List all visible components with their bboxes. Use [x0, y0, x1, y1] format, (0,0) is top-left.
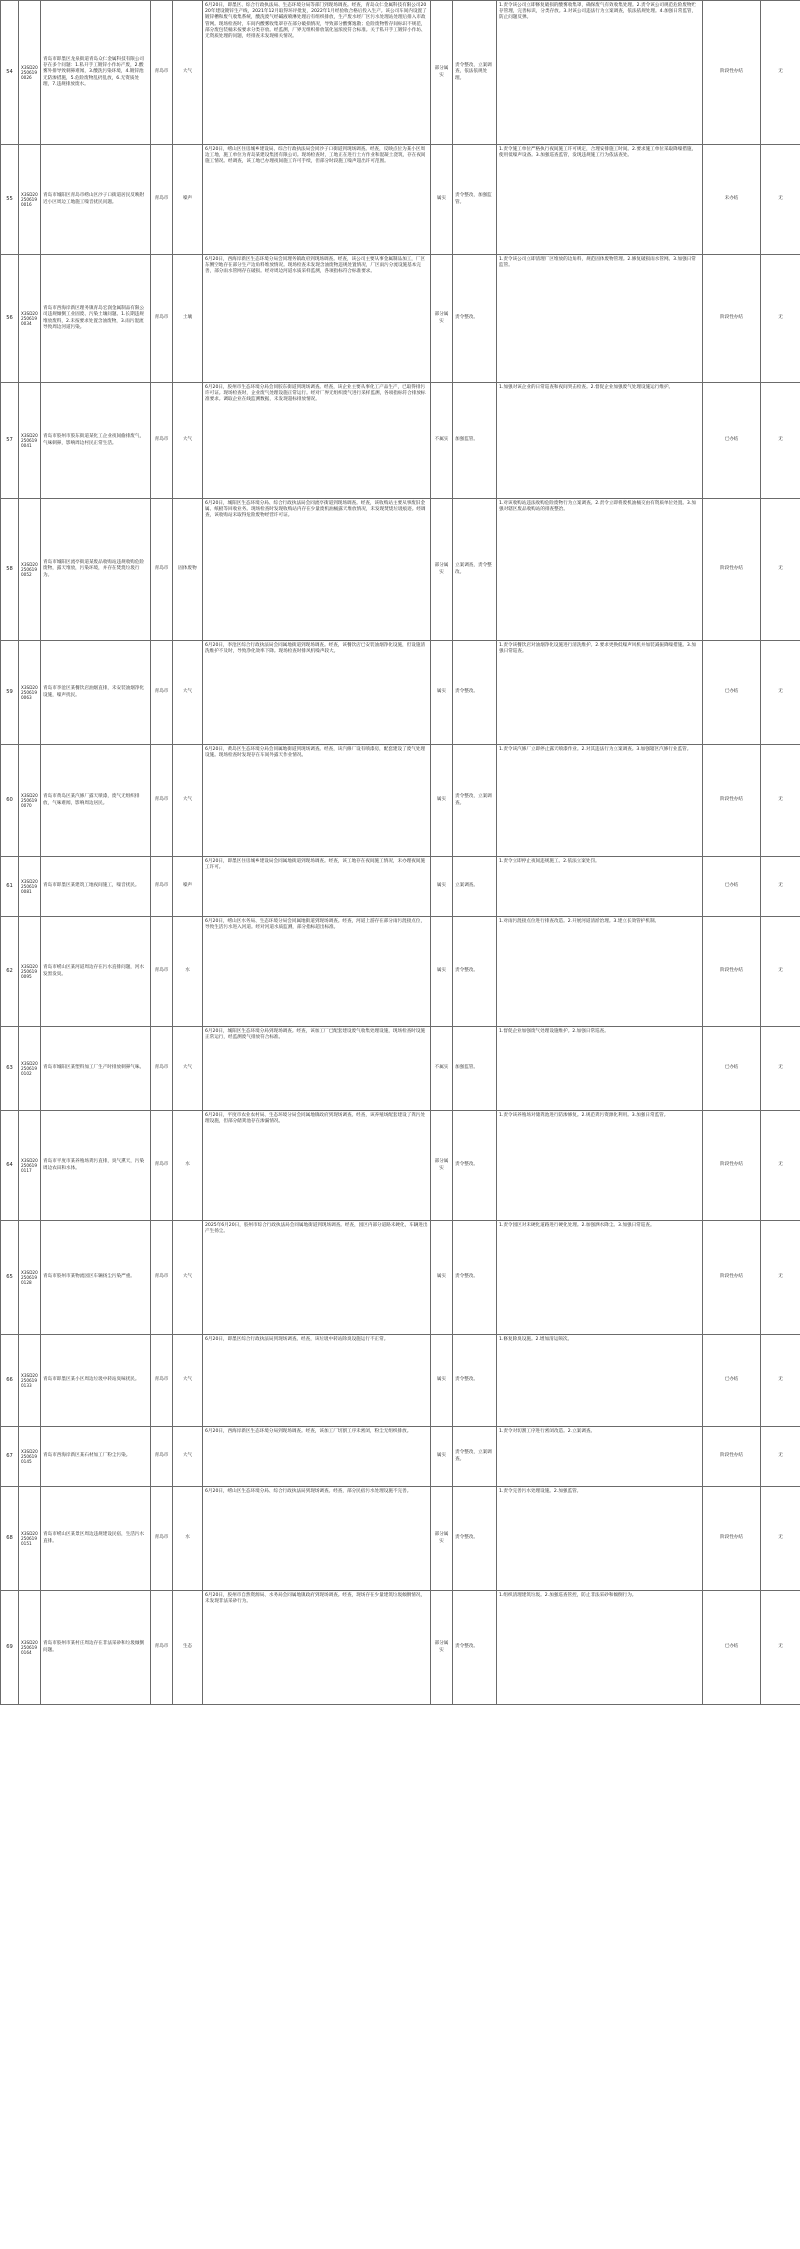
cell-detail: 6月20日，城阳区生态环境分局到现场调查。经查，该加工厂已配套建设废气收集处理设施，现场检查时设施正常运行，经监测废气排放符合标准。	[203, 1027, 431, 1111]
cell-accountability: 无	[761, 1221, 800, 1335]
cell-complaint: 青岛市崂山区某河道周边存在污水直排问题，河水发黑发臭。	[41, 917, 151, 1027]
cell-complaint: 青岛市城阳区青岛市崂山区沙子口街道居民反映附近小区周边工地施工噪音扰民问题。	[41, 145, 151, 255]
cell-result: 部分属实	[431, 1111, 453, 1221]
cell-status: 未办结	[703, 145, 761, 255]
cell-code: X3SD202506190117	[19, 1111, 41, 1221]
cell-type: 大气	[173, 1027, 203, 1111]
cell-region: 青岛市	[151, 1335, 173, 1427]
cell-measures: 1.修复除臭设施。2.增加清运频次。	[497, 1335, 703, 1427]
cell-accountability: 无	[761, 383, 800, 499]
cell-region: 青岛市	[151, 499, 173, 641]
cell-handling: 加强监管。	[453, 383, 497, 499]
cell-complaint: 青岛市崂山区某景区周边违规建设民宿，生活污水直排。	[41, 1487, 151, 1591]
cell-code: X3SD202506190128	[19, 1221, 41, 1335]
cell-number: 66	[1, 1335, 19, 1427]
cell-region: 青岛市	[151, 145, 173, 255]
table-row	[1, 745, 800, 857]
cell-handling: 责令整改。	[453, 917, 497, 1027]
table-row	[1, 1, 800, 145]
table-row	[1, 1591, 800, 1705]
cell-handling: 责令整改。	[453, 255, 497, 383]
cell-accountability: 无	[761, 1335, 800, 1427]
cell-region: 青岛市	[151, 255, 173, 383]
cell-region: 青岛市	[151, 917, 173, 1027]
cell-result: 不属实	[431, 383, 453, 499]
cell-status: 阶段性办结	[703, 745, 761, 857]
cell-status: 已办结	[703, 1027, 761, 1111]
cell-code: X3SD202506190145	[19, 1427, 41, 1487]
cell-status: 阶段性办结	[703, 1, 761, 145]
table-row	[1, 1427, 800, 1487]
cell-measures: 1.责令立即停止夜间违规施工。2.依法立案处罚。	[497, 857, 703, 917]
cell-result: 部分属实	[431, 499, 453, 641]
cell-number: 65	[1, 1221, 19, 1335]
cell-type: 大气	[173, 641, 203, 745]
cell-complaint: 青岛市胶州市某物流园区车辆扬尘污染严重。	[41, 1221, 151, 1335]
table-row	[1, 499, 800, 641]
cell-type: 水	[173, 1111, 203, 1221]
cell-region: 青岛市	[151, 383, 173, 499]
cell-accountability: 无	[761, 641, 800, 745]
cell-accountability: 无	[761, 1487, 800, 1591]
cell-type: 水	[173, 1487, 203, 1591]
cell-accountability: 无	[761, 1, 800, 145]
cell-status: 已办结	[703, 383, 761, 499]
cell-region: 青岛市	[151, 1111, 173, 1221]
cell-status: 阶段性办结	[703, 917, 761, 1027]
cell-number: 61	[1, 857, 19, 917]
cell-measures: 1.督促企业加强废气处理设施维护。2.加强日常巡查。	[497, 1027, 703, 1111]
cell-result: 属实	[431, 1221, 453, 1335]
cell-region: 青岛市	[151, 1, 173, 145]
cell-handling: 立案调查。	[453, 857, 497, 917]
cell-code: X3SD202506190164	[19, 1591, 41, 1705]
cell-number: 55	[1, 145, 19, 255]
cell-result: 部分属实	[431, 1, 453, 145]
cell-handling: 责令整改。	[453, 1221, 497, 1335]
cell-status: 已办结	[703, 641, 761, 745]
cell-number: 56	[1, 255, 19, 383]
cell-number: 63	[1, 1027, 19, 1111]
cell-status: 已办结	[703, 857, 761, 917]
cell-result: 不属实	[431, 1027, 453, 1111]
cell-handling: 责令整改，立案调查。	[453, 1427, 497, 1487]
cell-detail: 2025年6月20日，胶州市综合行政执法局会同属地街道到现场调查。经查，园区内部分道路未硬化，车辆进出产生扬尘。	[203, 1221, 431, 1335]
table-row	[1, 857, 800, 917]
cell-status: 已办结	[703, 1335, 761, 1427]
cell-detail: 6月20日，平度市农业农村局、生态环境分局会同属地镇政府到现场调查。经查，该养殖场配套建设了粪污处理设施，但部分储粪池存在渗漏情况。	[203, 1111, 431, 1221]
cell-accountability: 无	[761, 745, 800, 857]
cell-handling: 责令整改，立案调查，依法依规处理。	[453, 1, 497, 145]
cell-detail: 6月20日，即墨区、综合行政执法局、生态环境分局等部门到现场调查。经查，青岛众仁金属科技有限公司2020年建设镀锌生产线，2021年12月取得环评批复，2022年1月经验收合格后投入生产。该公司车间内设置了镀锌槽和废气收集系统，酸洗废气经碱液喷淋处理后有组织排放，生产废水经厂区污水处理站处理后排入市政管网。现场检查时，车间内酸雾收集罩存在部分破损情况，导致部分酸雾逸散；危险废物暂存间标识不规范，部分废包装桶未按要求分类存放。经监测，厂界无组织排放氯化氢浓度符合标准。关于私开手工镀锌小作坊、无资质处理的问题，经排查未发现相关情况。	[203, 1, 431, 145]
cell-measures: 1.对雨污混接点位进行排查改造。2.开展河道清淤治理。3.建立长效管护机制。	[497, 917, 703, 1027]
cell-measures: 1.对该收购站违法收购危险废物行为立案调查。2.责令立即将废机油桶交由有资质单位处置。3.加强对辖区废品收购站的排查整治。	[497, 499, 703, 641]
cell-detail: 6月20日，胶州市自然资源局、水务局会同属地镇政府到现场调查。经查，现场存在少量建筑垃圾倾倒情况，未发现非法采砂行为。	[203, 1591, 431, 1705]
cell-result: 部分属实	[431, 255, 453, 383]
cell-code: X3SD202506190102	[19, 1027, 41, 1111]
cell-detail: 6月20日，城阳区生态环境分局、综合行政执法局会同流亭街道到现场调查。经查，该收购站主要从事废旧金属、纸板等回收业务。现场检查时发现收购站内存在少量废机油桶露天堆放情况，未发现焚烧垃圾痕迹。经调查，该收购站未取得危险废物经营许可证。	[203, 499, 431, 641]
cell-type: 大气	[173, 745, 203, 857]
cell-number: 59	[1, 641, 19, 745]
cell-status: 阶段性办结	[703, 1111, 761, 1221]
cell-type: 噪声	[173, 857, 203, 917]
cell-handling: 立案调查，责令整改。	[453, 499, 497, 641]
cell-status: 阶段性办结	[703, 499, 761, 641]
cell-number: 69	[1, 1591, 19, 1705]
cell-type: 固体废物	[173, 499, 203, 641]
cell-handling: 责令整改。	[453, 1111, 497, 1221]
cell-measures: 1.责令该餐饮店对油烟净化设施进行清洗维护。2.要求更换低噪声风机并加装减振降噪措施。3.加强日常巡查。	[497, 641, 703, 745]
cell-region: 青岛市	[151, 1221, 173, 1335]
cell-code: X3SD202506190026	[19, 1, 41, 145]
cell-complaint: 青岛市平度市某养殖场粪污直排，臭气熏天，污染周边农田和水体。	[41, 1111, 151, 1221]
cell-measures: 1.责令该养殖场对储粪池进行防渗修复。2.规范粪污资源化利用。3.加强日常监管。	[497, 1111, 703, 1221]
cell-number: 62	[1, 917, 19, 1027]
cell-result: 属实	[431, 1335, 453, 1427]
cell-type: 大气	[173, 1427, 203, 1487]
cell-detail: 6月20日，黄岛区生态环境分局会同属地街道到现场调查。经查，该汽修厂设有喷漆房，配套建设了废气处理设施。现场检查时发现存在车间外露天作业情况。	[203, 745, 431, 857]
table-row	[1, 1111, 800, 1221]
cell-accountability: 无	[761, 1027, 800, 1111]
cell-complaint: 青岛市即墨区龙泉街道青岛众仁金属科技有限公司存在多个问题：1.私开手工镀锌小作坊产废，2.酸雾外排导致刺鼻难闻，3.酸洗污染环境，4.镀锌池无防渗措施，5.危险废物乱扔乱放，6.无资质处理，7.违规排放废水。	[41, 1, 151, 145]
table-row	[1, 1221, 800, 1335]
cell-complaint: 青岛市胶州市某村庄周边存在非法采砂和垃圾倾倒问题。	[41, 1591, 151, 1705]
cell-code: X3SD202506190052	[19, 499, 41, 641]
cell-result: 部分属实	[431, 1487, 453, 1591]
cell-number: 57	[1, 383, 19, 499]
cell-region: 青岛市	[151, 745, 173, 857]
cell-code: X3SD202506190063	[19, 641, 41, 745]
cell-region: 青岛市	[151, 641, 173, 745]
cell-code: X3SD202506190095	[19, 917, 41, 1027]
cell-complaint: 青岛市西海岸新区某石材加工厂粉尘污染。	[41, 1427, 151, 1487]
cell-handling: 责令整改。	[453, 1487, 497, 1591]
cell-number: 64	[1, 1111, 19, 1221]
cell-measures: 1.责令施工单位严格执行夜间施工许可规定，合理安排施工时间。2.要求施工单位采取降噪措施，使用低噪声设备。3.加强巡查监管，发现违规施工行为依法查处。	[497, 145, 703, 255]
cell-status: 阶段性办结	[703, 1221, 761, 1335]
cell-handling: 责令整改，立案调查。	[453, 745, 497, 857]
cell-accountability: 无	[761, 499, 800, 641]
cell-result: 部分属实	[431, 1591, 453, 1705]
cell-type: 大气	[173, 1335, 203, 1427]
cell-region: 青岛市	[151, 1427, 173, 1487]
cell-handling: 加强监管。	[453, 1027, 497, 1111]
cell-complaint: 青岛市即墨区某小区周边垃圾中转站臭味扰民。	[41, 1335, 151, 1427]
cell-complaint: 青岛市胶州市胶东街道某化工企业夜间偷排废气，气味刺鼻，影响周边村民正常生活。	[41, 383, 151, 499]
cell-number: 54	[1, 1, 19, 145]
cell-result: 属实	[431, 145, 453, 255]
cell-detail: 6月20日，李沧区综合行政执法局会同属地街道到现场调查。经查，该餐饮店已安装油烟净化设施，但设施清洗维护不及时，导致净化效率下降。现场检查时排风机噪声较大。	[203, 641, 431, 745]
cell-region: 青岛市	[151, 1487, 173, 1591]
cell-complaint: 青岛市黄岛区某汽修厂露天喷漆，废气无组织排放，气味难闻，影响周边居民。	[41, 745, 151, 857]
cell-detail: 6月20日，崂山区生态环境分局、综合行政执法局到现场调查。经查，部分民宿污水处理设施不完善。	[203, 1487, 431, 1591]
cell-code: X3SD202506190081	[19, 857, 41, 917]
table-row	[1, 917, 800, 1027]
cell-region: 青岛市	[151, 1027, 173, 1111]
cell-detail: 6月20日，即墨区住房城乡建设局会同属地街道到现场调查。经查，该工地存在夜间施工情况，未办理夜间施工许可。	[203, 857, 431, 917]
cell-detail: 6月20日，崂山区住房城乡建设局、综合行政执法局会同沙子口街道到现场调查。经查，反映点位为某小区周边工地，施工单位为青岛某建设集团有限公司。现场检查时，工地正在进行土方作业和混凝土浇筑，存在夜间施工情况。经调查，该工地已办理夜间施工许可手续，但部分时段施工噪声超出许可范围。	[203, 145, 431, 255]
cell-region: 青岛市	[151, 857, 173, 917]
cell-type: 大气	[173, 383, 203, 499]
cell-type: 生态	[173, 1591, 203, 1705]
cell-accountability: 无	[761, 255, 800, 383]
cell-measures: 1.责令完善污水处理设施。2.加强监管。	[497, 1487, 703, 1591]
cell-detail: 6月20日，胶州市生态环境分局会同胶东街道到现场调查。经查，该企业主要从事化工产品生产，已取得排污许可证。现场检查时，企业废气处理设施正常运行。经对厂界无组织废气进行采样监测，各项指标符合排放标准要求。调取企业在线监测数据，未发现超标排放情况。	[203, 383, 431, 499]
cell-result: 属实	[431, 1427, 453, 1487]
cell-result: 属实	[431, 917, 453, 1027]
cell-measures: 1.加强对该企业的日常巡查和夜间突击检查。2.督促企业加强废气处理设施运行维护。	[497, 383, 703, 499]
cell-complaint: 青岛市城阳区流亭街道某废品收购站违规收购危险废物，露天堆放，污染环境，并存在焚烧垃圾行为。	[41, 499, 151, 641]
cell-code: X3SD202506190133	[19, 1335, 41, 1427]
cell-complaint: 青岛市西海岸新区理务镇青岛宏润金属制品有限公司违规倾倒工业固废、污染土壤问题。1.长期违规堆放废料，2.未按要求处置含油废物，3.雨污混流导致周边河道污染。	[41, 255, 151, 383]
table-row	[1, 145, 800, 255]
table-row	[1, 1487, 800, 1591]
cell-measures: 1.责令对切割工序进行密闭改造。2.立案调查。	[497, 1427, 703, 1487]
cell-complaint: 青岛市城阳区某塑料加工厂生产时排放刺鼻气味。	[41, 1027, 151, 1111]
cell-status: 已办结	[703, 1591, 761, 1705]
cell-code: X3SD202506190016	[19, 145, 41, 255]
cell-region: 青岛市	[151, 1591, 173, 1705]
cell-result: 属实	[431, 641, 453, 745]
cell-code: X3SD202506190070	[19, 745, 41, 857]
cell-type: 土壤	[173, 255, 203, 383]
cell-code: X3SD202506190034	[19, 255, 41, 383]
cell-handling: 责令整改。	[453, 1335, 497, 1427]
cell-number: 67	[1, 1427, 19, 1487]
cell-complaint: 青岛市即墨区某建筑工地夜间施工，噪音扰民。	[41, 857, 151, 917]
table-row	[1, 1027, 800, 1111]
cell-type: 大气	[173, 1, 203, 145]
cell-number: 68	[1, 1487, 19, 1591]
cell-measures: 1.责令该公司立即修复破损的酸雾收集罩，确保废气有效收集处理。2.责令该公司规范危险废物贮存管理，完善标识，分类存放。3.对该公司违法行为立案调查，依法依规处理。4.加强日常监管，防止问题反弹。	[497, 1, 703, 145]
cell-measures: 1.责令园区对未硬化道路进行硬化处理。2.加强洒水降尘。3.加强日常巡查。	[497, 1221, 703, 1335]
cell-measures: 1.责令该公司立即清理厂区堆放的边角料，规范固体废物管理。2.修复破损雨水管网。3.加强日常监管。	[497, 255, 703, 383]
cell-type: 大气	[173, 1221, 203, 1335]
cell-accountability: 无	[761, 1591, 800, 1705]
cell-code: X3SD202506190041	[19, 383, 41, 499]
cell-detail: 6月20日，即墨区综合行政执法局到现场调查。经查，该垃圾中转站除臭设施运行不正常。	[203, 1335, 431, 1427]
table-row	[1, 255, 800, 383]
cell-detail: 6月20日，崂山区水务局、生态环境分局会同属地街道到现场调查。经查，河道上游存在部分雨污混接点位，导致生活污水进入河道。经对河道水质监测，部分指标超出标准。	[203, 917, 431, 1027]
table-row	[1, 383, 800, 499]
cell-result: 属实	[431, 857, 453, 917]
cell-number: 58	[1, 499, 19, 641]
cell-complaint: 青岛市李沧区某餐饮店油烟直排，未安装油烟净化设施，噪声扰民。	[41, 641, 151, 745]
cell-handling: 责令整改，加强监管。	[453, 145, 497, 255]
cell-accountability: 无	[761, 1427, 800, 1487]
cell-accountability: 无	[761, 1111, 800, 1221]
table-row	[1, 641, 800, 745]
cell-accountability: 无	[761, 145, 800, 255]
cell-status: 阶段性办结	[703, 1487, 761, 1591]
cell-measures: 1.组织清理建筑垃圾。2.加强巡查管控，防止非法采砂和倾倒行为。	[497, 1591, 703, 1705]
cell-accountability: 无	[761, 917, 800, 1027]
cell-type: 水	[173, 917, 203, 1027]
cell-number: 60	[1, 745, 19, 857]
cell-handling: 责令整改。	[453, 641, 497, 745]
cell-result: 属实	[431, 745, 453, 857]
cell-accountability: 无	[761, 857, 800, 917]
cell-detail: 6月20日，西海岸新区生态环境分局会同理务镇政府到现场调查。经查，该公司主要从事金属制品加工，厂区东侧空地存在部分生产边角料堆放情况。现场检查未发现含油废物违规处置情况，厂区雨污分流设施基本完善，部分雨水管网存在破损。经对周边河道水质采样监测，各项指标符合标准要求。	[203, 255, 431, 383]
cell-detail: 6月20日，西海岸新区生态环境分局到现场调查。经查，该加工厂切割工序未密闭，粉尘无组织排放。	[203, 1427, 431, 1487]
cell-code: X3SD202506190151	[19, 1487, 41, 1591]
cell-measures: 1.责令该汽修厂立即停止露天喷漆作业。2.对其违法行为立案调查。3.加强辖区汽修行业监管。	[497, 745, 703, 857]
table-row	[1, 1335, 800, 1427]
cell-status: 阶段性办结	[703, 255, 761, 383]
cell-status: 阶段性办结	[703, 1427, 761, 1487]
cell-handling: 责令整改。	[453, 1591, 497, 1705]
cell-type: 噪声	[173, 145, 203, 255]
